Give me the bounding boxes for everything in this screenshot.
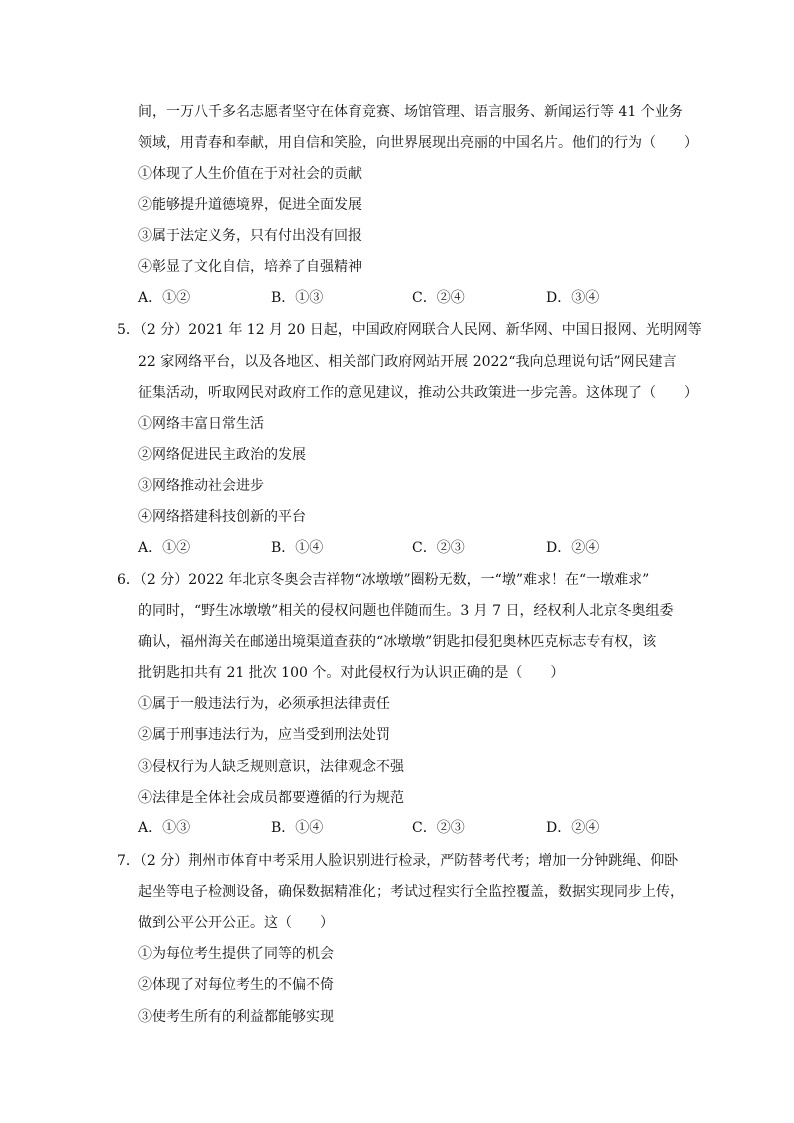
q4-item-2: ②能够提升道德境界，促进全面发展 (138, 197, 362, 213)
q7-item-3: ③使考生所有的利益都能够实现 (138, 1009, 334, 1025)
q6-stem-line-2: 的同时，“野生冰墩墩”相关的侵权问题也伴随而生。3 月 7 日，经权利人北京冬奥组委 (138, 603, 674, 619)
q6-item-2: ②属于刑事违法行为，应当受到刑法处罚 (138, 727, 390, 743)
q6-item-1: ①属于一般违法行为，必须承担法律责任 (138, 696, 390, 712)
q5-item-3: ③网络推动社会进步 (138, 478, 264, 494)
q5-stem-line-1: 5．（2 分）2021 年 12 月 20 日起，中国政府网联合人民网、新华网、中国日报网、光明网等 (117, 322, 702, 338)
q5-options (138, 538, 658, 558)
q5-option-d: D．②④ (546, 540, 600, 556)
q5-stem-line-3: 征集活动，听取网民对政府工作的意见建议，推动公共政策进一步完善。这体现了（ ） (138, 385, 698, 401)
q6-option-c: C．②③ (412, 820, 465, 836)
q7-stem-line-3: 做到公平公开公正。这（ ） (138, 915, 334, 931)
q4-option-b: B．①③ (271, 290, 324, 306)
q7-stem-line-1: 7．（2 分）荆州市体育中考采用人脸识别进行检录，严防替考代考；增加一分钟跳绳、仰卧 (117, 853, 679, 869)
q4-item-1: ①体现了人生价值在于对社会的贡献 (138, 166, 362, 182)
q5-option-c: C．②③ (412, 540, 465, 556)
q4-option-d: D．③④ (546, 290, 600, 306)
q6-option-a: A．①③ (138, 820, 191, 836)
q4-stem-line-1: 间，一万八千多名志愿者坚守在体育竞赛、场馆管理、语言服务、新闻运行等 41 个业务 (138, 104, 683, 120)
q7-item-2: ②体现了对每位考生的不偏不倚 (138, 977, 334, 993)
q5-option-b: B．①④ (271, 540, 324, 556)
q4-option-a: A．①② (138, 290, 191, 306)
q5-item-1: ①网络丰富日常生活 (138, 416, 264, 432)
q4-item-4: ④彰显了文化自信，培养了自强精神 (138, 259, 362, 275)
q5-option-a: A．①② (138, 540, 191, 556)
q5-item-4: ④网络搭建科技创新的平台 (138, 509, 306, 525)
q6-stem-line-1: 6．（2 分）2022 年北京冬奥会吉祥物“冰墩墩”圈粉无数，一“墩”难求！在“一墩难求” (117, 572, 650, 588)
q6-option-d: D．②④ (546, 820, 600, 836)
q6-option-b: B．①④ (271, 820, 324, 836)
q6-stem-line-4: 批钥匙扣共有 21 批次 100 个。对此侵权行为认识正确的是（ ） (138, 665, 565, 681)
q6-item-4: ④法律是全体社会成员都要遵循的行为规范 (138, 790, 404, 806)
q5-stem-line-2: 22 家网络平台，以及各地区、相关部门政府网站开展 2022“我向总理说句话”网民建言 (138, 354, 677, 370)
q4-options (138, 288, 658, 308)
q6-stem-line-3: 确认，福州海关在邮递出境渠道查获的“冰墩墩”钥匙扣侵犯奥林匹克标志专有权，该 (138, 634, 657, 650)
q7-item-1: ①为每位考生提供了同等的机会 (138, 946, 334, 962)
q4-item-3: ③属于法定义务，只有付出没有回报 (138, 228, 362, 244)
q4-stem-line-2: 领域，用青春和奉献，用自信和笑脸，向世界展现出亮丽的中国名片。他们的行为（ ） (138, 135, 698, 151)
q6-options (138, 818, 658, 838)
q7-stem-line-2: 起坐等电子检测设备，确保数据精准化；考试过程实行全监控覆盖，数据实现同步上传， (138, 884, 684, 900)
q4-option-c: C．②④ (412, 290, 465, 306)
q6-item-3: ③侵权行为人缺乏规则意识，法律观念不强 (138, 759, 404, 775)
q5-item-2: ②网络促进民主政治的发展 (138, 447, 306, 463)
